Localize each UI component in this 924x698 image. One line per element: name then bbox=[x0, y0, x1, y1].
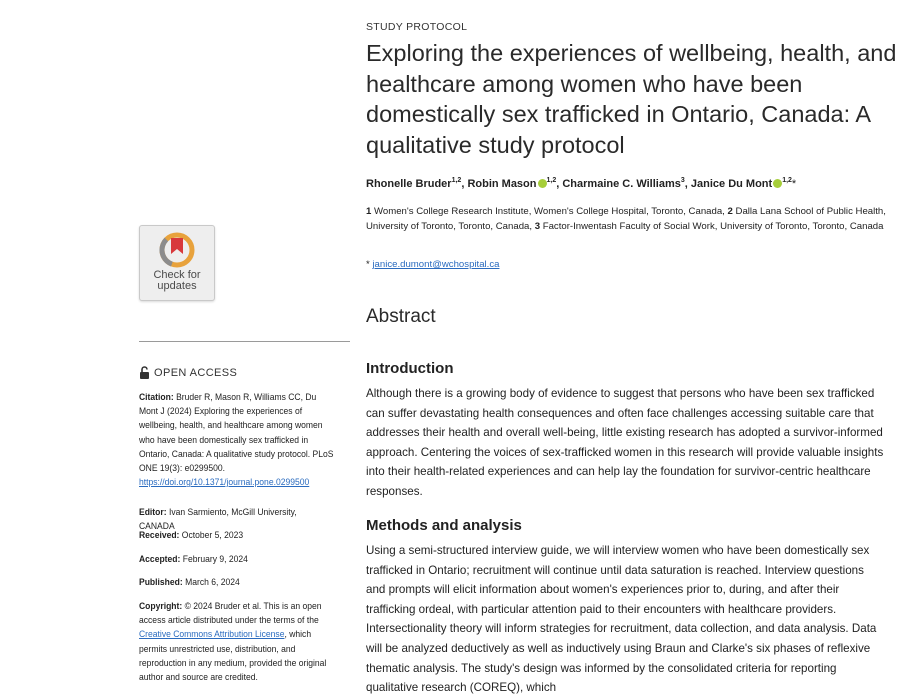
email-link[interactable]: janice.dumont@wchospital.ca bbox=[372, 259, 500, 270]
open-access-label: OPEN ACCESS bbox=[139, 366, 237, 379]
doi-link[interactable]: https://doi.org/10.1371/journal.pone.0299500 bbox=[139, 477, 310, 488]
sidebar-divider bbox=[139, 341, 350, 342]
license-link[interactable]: Creative Commons Attribution License bbox=[139, 629, 285, 640]
received-line: Received: October 5, 2023 bbox=[139, 530, 244, 540]
introduction-text: Although there is a growing body of evidence to suggest that persons who have been sex trafficked can suffer devastating health consequences and often face challenges accessing suitable care that addresses their health and overall well-being, little existing research has adopted a survivor-informed approach. Centering the voices of sex-trafficked women in this research will provide valuable insights into their health-related experiences and can help lay the foundation for survivor-centric healthcare responses. bbox=[366, 387, 884, 498]
methods-text: Using a semi-structured interview guide, we will interview women who have been domestically sex trafficked in Ontario; recruitment will continue until data saturation is reached. Interview questions and prompts will elicit information about women's experiences prior to, during, and after their trafficking ordeal, with particular attention paid to their encounters with healthcare providers. Intersectionality theory will inform strategies for recruitment, data collection, and data analysis. Data will be analyzed deductively as well as inductively using Braun and Clarke's six phases of reflexive thematic analysis. The study's design was informed by the consolidated criteria for reporting qualitative research (COREQ), which bbox=[366, 544, 877, 695]
orcid-icon[interactable] bbox=[538, 179, 547, 188]
author-name[interactable]: Rhonelle Bruder bbox=[366, 178, 452, 190]
published-line: Published: March 6, 2024 bbox=[139, 577, 240, 587]
copyright-block: Copyright: © 2024 Bruder et al. This is an open access article distributed under the terms of the Creative Commons Attribution License, which permits unrestricted use, distribution, and reproduction in any medium, provided the original author and source are credited. bbox=[139, 601, 327, 683]
accepted-line: Accepted: February 9, 2024 bbox=[139, 554, 248, 564]
author-name[interactable]: Charmaine C. Williams bbox=[562, 178, 681, 190]
editor-line: Editor: Ivan Sarmiento, McGill University, CANADA bbox=[139, 507, 297, 532]
corresponding-email: * janice.dumont@wchospital.ca bbox=[366, 259, 500, 270]
introduction-heading: Introduction bbox=[366, 360, 454, 377]
citation-block: Citation: Bruder R, Mason R, Williams CC, Du Mont J (2024) Exploring the experiences of wellbeing, health, and healthcare among women who have been domestically sex trafficked in Ontario, Canada: A qualitative study protocol. PLoS ONE 19(3): e0299500. https://doi.org/10.1371/journal.pone.0299500 bbox=[139, 392, 334, 488]
affiliations: 1 Women's College Research Institute, Women's College Hospital, Toronto, Canada, 2 Dalla Lana School of Public Health, University of Toronto, Toronto, Canada, 3 Factor-Inwentash Faculty of Social Work, University of Toronto, Toronto, Canada bbox=[366, 206, 886, 232]
author-name[interactable]: Janice Du Mont bbox=[690, 178, 773, 190]
author-list: Rhonelle Bruder$^{1,2}$, Robin Mason $^{1,2}$, Charmaine C. Williams$^3$, Janice Du Mont $^{1,2}$* bbox=[366, 177, 797, 190]
article-title: Exploring the experiences of wellbeing, health, and healthcare among women who have been domestically sex trafficked in Ontario, Canada: A qualitative study protocol bbox=[366, 40, 897, 158]
badge-label: Check for updates bbox=[153, 269, 201, 292]
check-for-updates-badge[interactable] bbox=[139, 225, 215, 301]
author-name[interactable]: Robin Mason bbox=[467, 178, 537, 190]
methods-heading: Methods and analysis bbox=[366, 517, 522, 534]
open-lock-icon bbox=[139, 366, 150, 379]
article-type-label: STUDY PROTOCOL bbox=[366, 21, 468, 33]
orcid-icon[interactable] bbox=[773, 179, 782, 188]
abstract-heading: Abstract bbox=[366, 306, 436, 327]
crossmark-icon bbox=[159, 232, 195, 268]
